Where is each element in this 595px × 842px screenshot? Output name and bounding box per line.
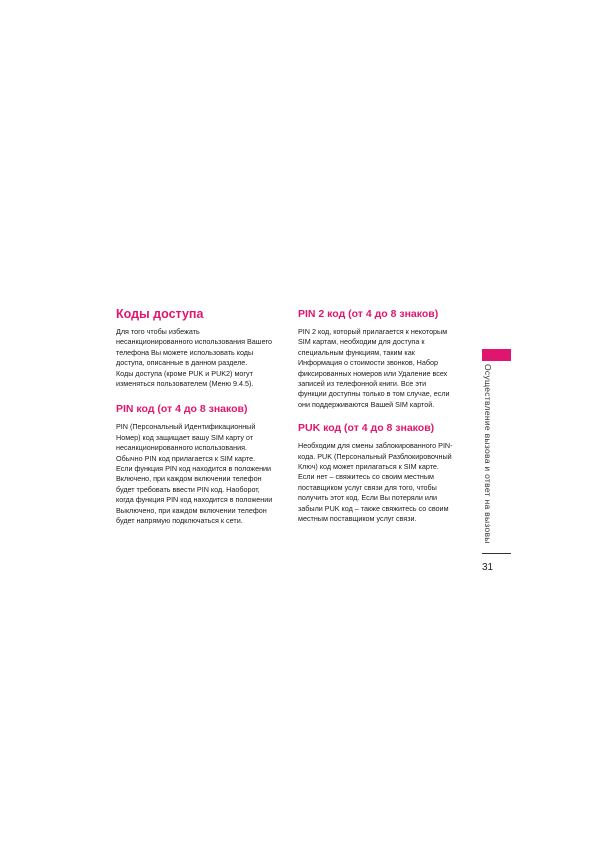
text-line: функции доступны только в том случае, если [298,389,450,399]
access-codes-text [116,327,284,389]
text-line: записей из телефонной книги. Все эти [298,379,427,389]
text-line: фиксированных номеров или Удаление всех [298,368,448,378]
left-column [116,306,284,527]
text-line: кода. PUK (Персональный Разблокировочный [298,451,452,461]
right-column [298,306,464,525]
text-line: несанкционированного использования. [116,443,248,453]
text-line: местным поставщиком услуг связи. [298,514,417,524]
pin-code-text [116,422,284,526]
text-line: доступа, описанные в данном разделе. [116,358,248,368]
text-line: несанкционированного использования Вашего [116,337,273,347]
pin2-code-text [298,327,464,410]
page-number-divider [482,553,511,554]
text-line: Номер) код защищает вашу SIM карту от [116,432,254,442]
text-line: Ключ) код может прилагаться к SIM карте. [298,462,439,472]
text-line: телефона Вы можете использовать коды [116,347,254,357]
text-line: PIN (Персональный Идентификационный [116,422,256,432]
pin-code-heading: PIN код (от 4 до 8 знаков) [116,403,248,416]
text-line: Если функция PIN код находится в положении [116,464,272,474]
text-line: получить этот код. Если Вы потеряли или [298,493,438,503]
text-line: Если нет – свяжитесь со своим местным [298,472,434,482]
section-side-label: Осуществление вызова и ответ на вызовы [483,364,493,544]
text-line: поставщиком услуг связи для того, чтобы [298,482,437,492]
text-line: Для того чтобы избежать [116,327,200,336]
text-line: Необходим для смены заблокированного PIN- [298,441,453,451]
text-line: забыли PUK код – также свяжитесь со своим [298,503,449,513]
text-line: Информация о стоимости звонков, Набор [298,358,438,368]
text-line: Коды доступа (кроме PUK и PUK2) могут [116,368,253,378]
page-number: 31 [482,562,494,573]
puk-code-text [298,441,464,524]
pin2-code-heading: PIN 2 код (от 4 до 8 знаков) [298,308,439,320]
puk-code-heading: PUK код (от 4 до 8 знаков) [298,422,435,435]
text-line: Обычно PIN код прилагается к SIM карте. [116,453,256,463]
text-line: Включено, при каждом включении телефон [116,474,262,484]
text-line: будет напрямую подключаться к сети. [116,516,243,526]
access-codes-heading: Коды доступа [116,307,204,321]
text-line: SIM картам, необходим для доступа к [298,337,425,347]
text-line: изменяться пользователем (Меню 9.4.5). [116,379,254,389]
section-tab-marker [482,349,511,361]
text-line: PIN 2 код, который прилагается к некоторым [298,327,448,336]
text-line: когда функция PIN код находится в положении [116,495,273,505]
text-line: Выключено, при каждом включении телефон [116,505,267,515]
text-line: будет требовать ввести PIN код. Наоборот, [116,484,260,494]
text-line: специальным функциям, таким как [298,347,415,357]
text-line: они поддерживаются Вашей SIM картой. [298,399,435,409]
